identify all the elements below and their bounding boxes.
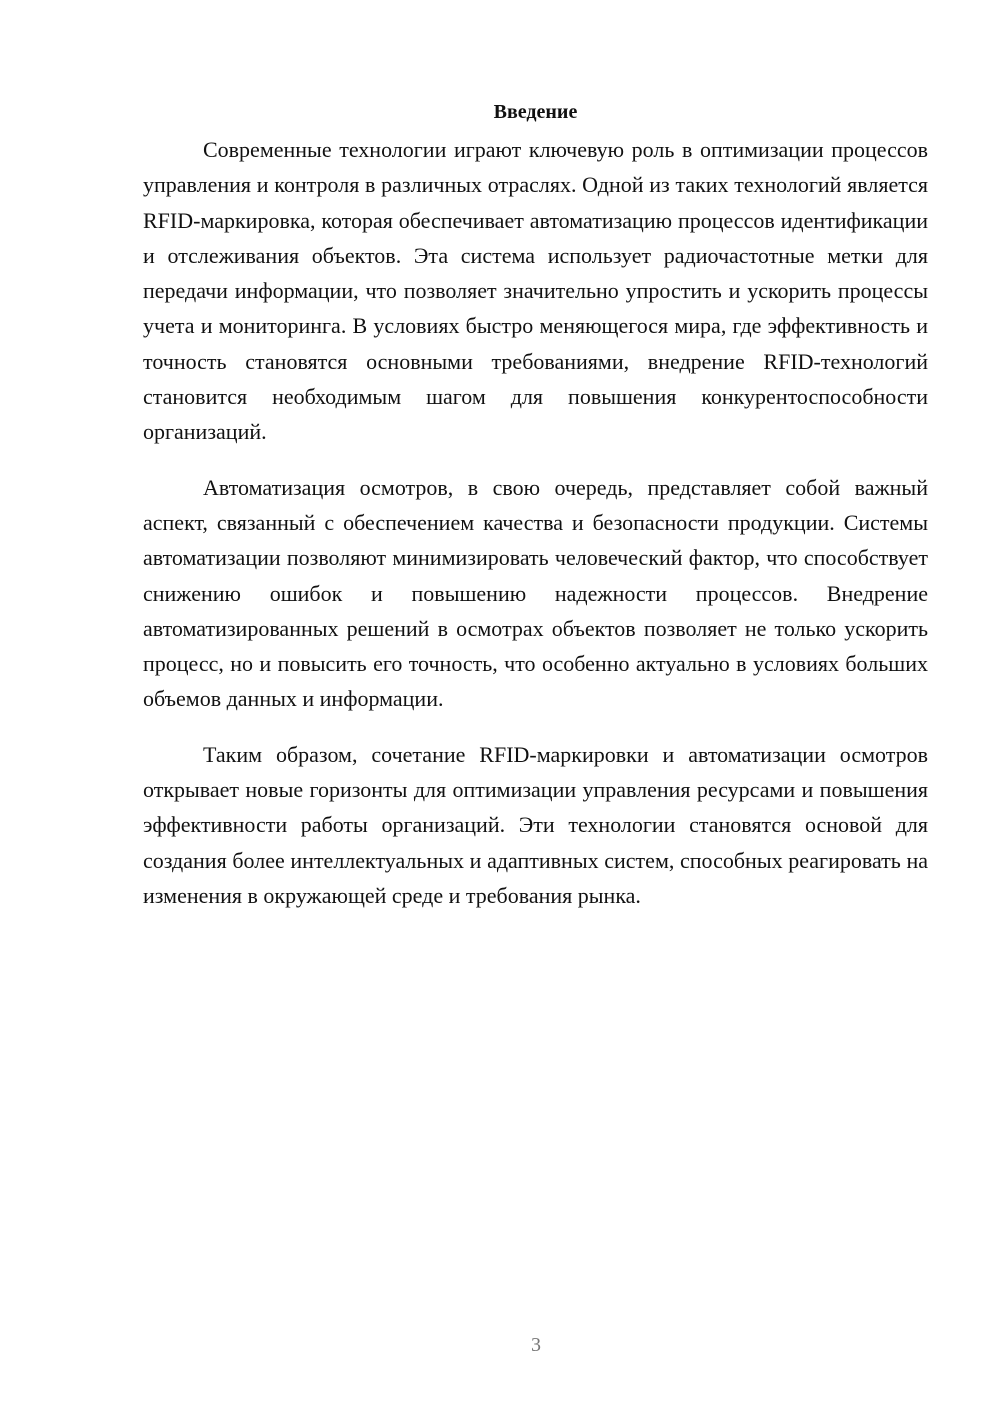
page-content <box>143 98 928 933</box>
paragraph-2: Автоматизация осмотров, в свою очередь, представляет собой важный аспект, связанный с обеспечением качества и безопасности продукции. Системы автоматизации позволяют минимизировать человеческий фактор, что способствует снижению ошибок и повышению надежности процессов. Внедрение автоматизированных решений в осмотрах объектов позволяет не только ускорить процесс, но и повысить его точность, что особенно актуально в условиях больших объемов данных и информации. <box>143 474 928 712</box>
paragraph-3: Таким образом, сочетание RFID-маркировки и автоматизации осмотров открывает новые горизонты для оптимизации управления ресурсами и повышения эффективности работы организаций. Эти технологии становятся основой для создания более интеллектуальных и адаптивных систем, способных реагировать на изменения в окружающей среде и требования рынка. <box>143 741 928 908</box>
page-number: 3 <box>531 1334 541 1356</box>
paragraph-1: Современные технологии играют ключевую роль в оптимизации процессов управления и контроля в различных отраслях. Одной из таких технологий является RFID-маркировка, которая обеспечивает автоматизацию процессов идентификации и отслеживания объектов. Эта система использует радиочастотные метки для передачи информации, что позволяет значительно упростить и ускорить процессы учета и мониторинга. В условиях быстро меняющегося мира, где эффективность и точность становятся основными требованиями, внедрение RFID-технологий становится необходимым шагом для повышения конкурентоспособности организаций. <box>143 137 928 445</box>
section-title: Введение <box>493 101 578 123</box>
